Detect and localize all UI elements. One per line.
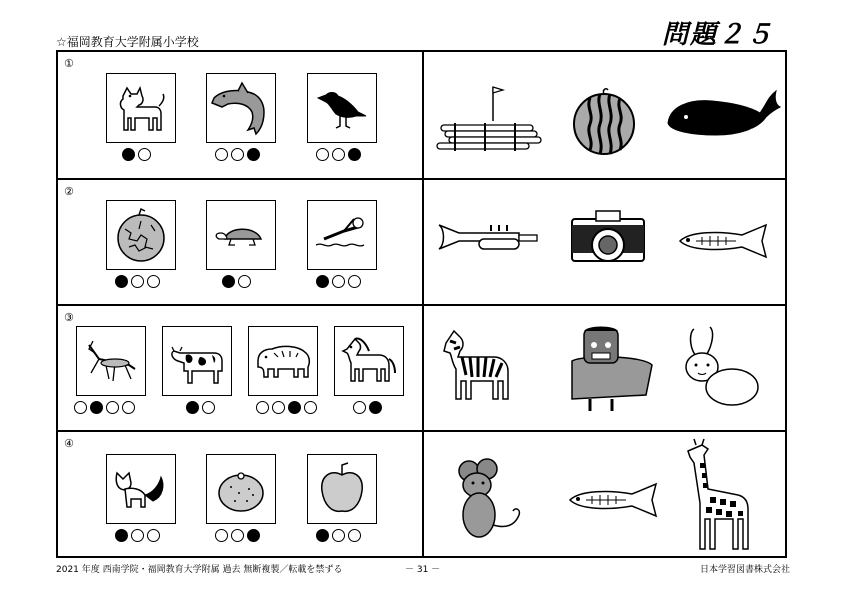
answer-dot-empty[interactable] bbox=[131, 275, 144, 288]
question-number: ② bbox=[64, 185, 74, 198]
answer-dots bbox=[215, 148, 260, 161]
answer-dot-empty[interactable] bbox=[332, 148, 345, 161]
answer-dot-empty[interactable] bbox=[202, 401, 215, 414]
worksheet-frame bbox=[56, 50, 787, 558]
picture-card-apple[interactable] bbox=[307, 454, 377, 524]
picture-card-mandarin[interactable] bbox=[206, 454, 276, 524]
swimmer-icon bbox=[312, 205, 372, 265]
answer-dot-filled[interactable] bbox=[122, 148, 135, 161]
picture-card-cow[interactable] bbox=[162, 326, 232, 396]
whale-picture bbox=[663, 80, 783, 160]
picture-card-mantis[interactable] bbox=[76, 326, 146, 396]
answer-dots bbox=[186, 401, 215, 414]
answer-dots bbox=[122, 148, 151, 161]
answer-dots bbox=[222, 275, 251, 288]
trumpet-icon bbox=[435, 205, 541, 275]
dog-icon bbox=[111, 78, 171, 138]
question-row-4 bbox=[58, 432, 785, 560]
answer-dot-empty[interactable] bbox=[353, 401, 366, 414]
picture-card-dog[interactable] bbox=[106, 73, 176, 143]
melon-icon bbox=[111, 205, 171, 265]
crow-icon bbox=[312, 78, 372, 138]
oni-picture bbox=[552, 320, 662, 416]
answer-dot-empty[interactable] bbox=[238, 275, 251, 288]
answer-dot-filled[interactable] bbox=[316, 275, 329, 288]
mouse-picture bbox=[446, 452, 526, 548]
fish-picture bbox=[674, 216, 774, 266]
watermelon-icon bbox=[568, 84, 640, 156]
answer-dots bbox=[215, 529, 260, 542]
question-number: ④ bbox=[64, 437, 74, 450]
answer-dot-empty[interactable] bbox=[348, 275, 361, 288]
answer-dot-filled[interactable] bbox=[222, 275, 235, 288]
answer-dot-filled[interactable] bbox=[247, 148, 260, 161]
cow-icon bbox=[166, 331, 228, 391]
school-name: ☆福岡教育大学附属小学校 bbox=[56, 35, 199, 49]
answer-dot-filled[interactable] bbox=[247, 529, 260, 542]
picture-card-melon[interactable] bbox=[106, 200, 176, 270]
answer-dot-filled[interactable] bbox=[316, 529, 329, 542]
answer-dots bbox=[256, 401, 317, 414]
camera-picture bbox=[566, 198, 650, 282]
answer-dots bbox=[74, 401, 135, 414]
mandarin-icon bbox=[211, 459, 271, 519]
giraffe-picture bbox=[678, 436, 762, 556]
answer-dot-empty[interactable] bbox=[122, 401, 135, 414]
answer-dot-empty[interactable] bbox=[131, 529, 144, 542]
raft-picture bbox=[434, 76, 544, 162]
answer-dot-filled[interactable] bbox=[369, 401, 382, 414]
turtle-icon bbox=[211, 205, 271, 265]
answer-dot-filled[interactable] bbox=[288, 401, 301, 414]
answer-dot-empty[interactable] bbox=[147, 529, 160, 542]
picture-card-fox[interactable] bbox=[106, 454, 176, 524]
zebra-icon bbox=[440, 323, 536, 413]
apple-icon bbox=[312, 459, 372, 519]
zebra-picture bbox=[438, 322, 538, 414]
whale-icon bbox=[664, 81, 782, 159]
answer-dot-empty[interactable] bbox=[231, 148, 244, 161]
oni-icon bbox=[554, 321, 660, 415]
page-number: － 31 － bbox=[405, 565, 441, 575]
watermelon-picture bbox=[566, 82, 642, 158]
answer-dot-empty[interactable] bbox=[316, 148, 329, 161]
picture-card-dolphin[interactable] bbox=[206, 73, 276, 143]
problem-number: 問題２５ bbox=[662, 20, 775, 50]
question-row-3 bbox=[58, 306, 785, 432]
answer-dot-empty[interactable] bbox=[147, 275, 160, 288]
answer-dot-filled[interactable] bbox=[90, 401, 103, 414]
answer-dot-empty[interactable] bbox=[215, 148, 228, 161]
answer-dot-empty[interactable] bbox=[256, 401, 269, 414]
question-number: ③ bbox=[64, 311, 74, 324]
answer-dot-empty[interactable] bbox=[332, 529, 345, 542]
answer-dot-empty[interactable] bbox=[138, 148, 151, 161]
answer-dot-empty[interactable] bbox=[106, 401, 119, 414]
question-row-1 bbox=[58, 52, 785, 180]
fish-icon bbox=[676, 221, 772, 261]
raft-icon bbox=[435, 79, 543, 159]
horse-icon bbox=[339, 331, 399, 391]
answer-dot-filled[interactable] bbox=[115, 529, 128, 542]
fish-icon bbox=[566, 480, 662, 520]
answer-dot-empty[interactable] bbox=[332, 275, 345, 288]
answer-dot-empty[interactable] bbox=[231, 529, 244, 542]
mouse-icon bbox=[447, 455, 525, 545]
giraffe-icon bbox=[680, 437, 760, 555]
camera-icon bbox=[568, 205, 648, 275]
answer-dot-empty[interactable] bbox=[74, 401, 87, 414]
answer-dot-empty[interactable] bbox=[215, 529, 228, 542]
answer-dots bbox=[316, 148, 361, 161]
picture-card-crow[interactable] bbox=[307, 73, 377, 143]
answer-dot-empty[interactable] bbox=[304, 401, 317, 414]
answer-dots bbox=[316, 529, 361, 542]
footer-copyright: 2021 年度 西南学院・福岡教育大学附属 過去 無断複製／転載を禁ずる bbox=[56, 565, 343, 575]
picture-card-swimmer[interactable] bbox=[307, 200, 377, 270]
answer-dots bbox=[316, 275, 361, 288]
answer-dots bbox=[353, 401, 382, 414]
dolphin-icon bbox=[210, 78, 272, 138]
question-row-2 bbox=[58, 180, 785, 306]
fox-icon bbox=[111, 459, 171, 519]
question-number: ① bbox=[64, 57, 74, 70]
publisher-name: 日本学習図書株式会社 bbox=[700, 565, 791, 575]
answer-dot-empty[interactable] bbox=[272, 401, 285, 414]
answer-dots bbox=[115, 529, 160, 542]
answer-dot-filled[interactable] bbox=[348, 148, 361, 161]
answer-dot-filled[interactable] bbox=[115, 275, 128, 288]
answer-dot-filled[interactable] bbox=[186, 401, 199, 414]
boar-icon bbox=[252, 331, 314, 391]
rabbit-icon bbox=[672, 323, 768, 413]
picture-card-turtle[interactable] bbox=[206, 200, 276, 270]
fish-picture bbox=[564, 480, 664, 520]
mantis-icon bbox=[81, 331, 141, 391]
rabbit-picture bbox=[670, 322, 770, 414]
picture-card-boar[interactable] bbox=[248, 326, 318, 396]
picture-card-horse[interactable] bbox=[334, 326, 404, 396]
trumpet-picture bbox=[434, 200, 542, 280]
answer-dots bbox=[115, 275, 160, 288]
answer-dot-empty[interactable] bbox=[348, 529, 361, 542]
